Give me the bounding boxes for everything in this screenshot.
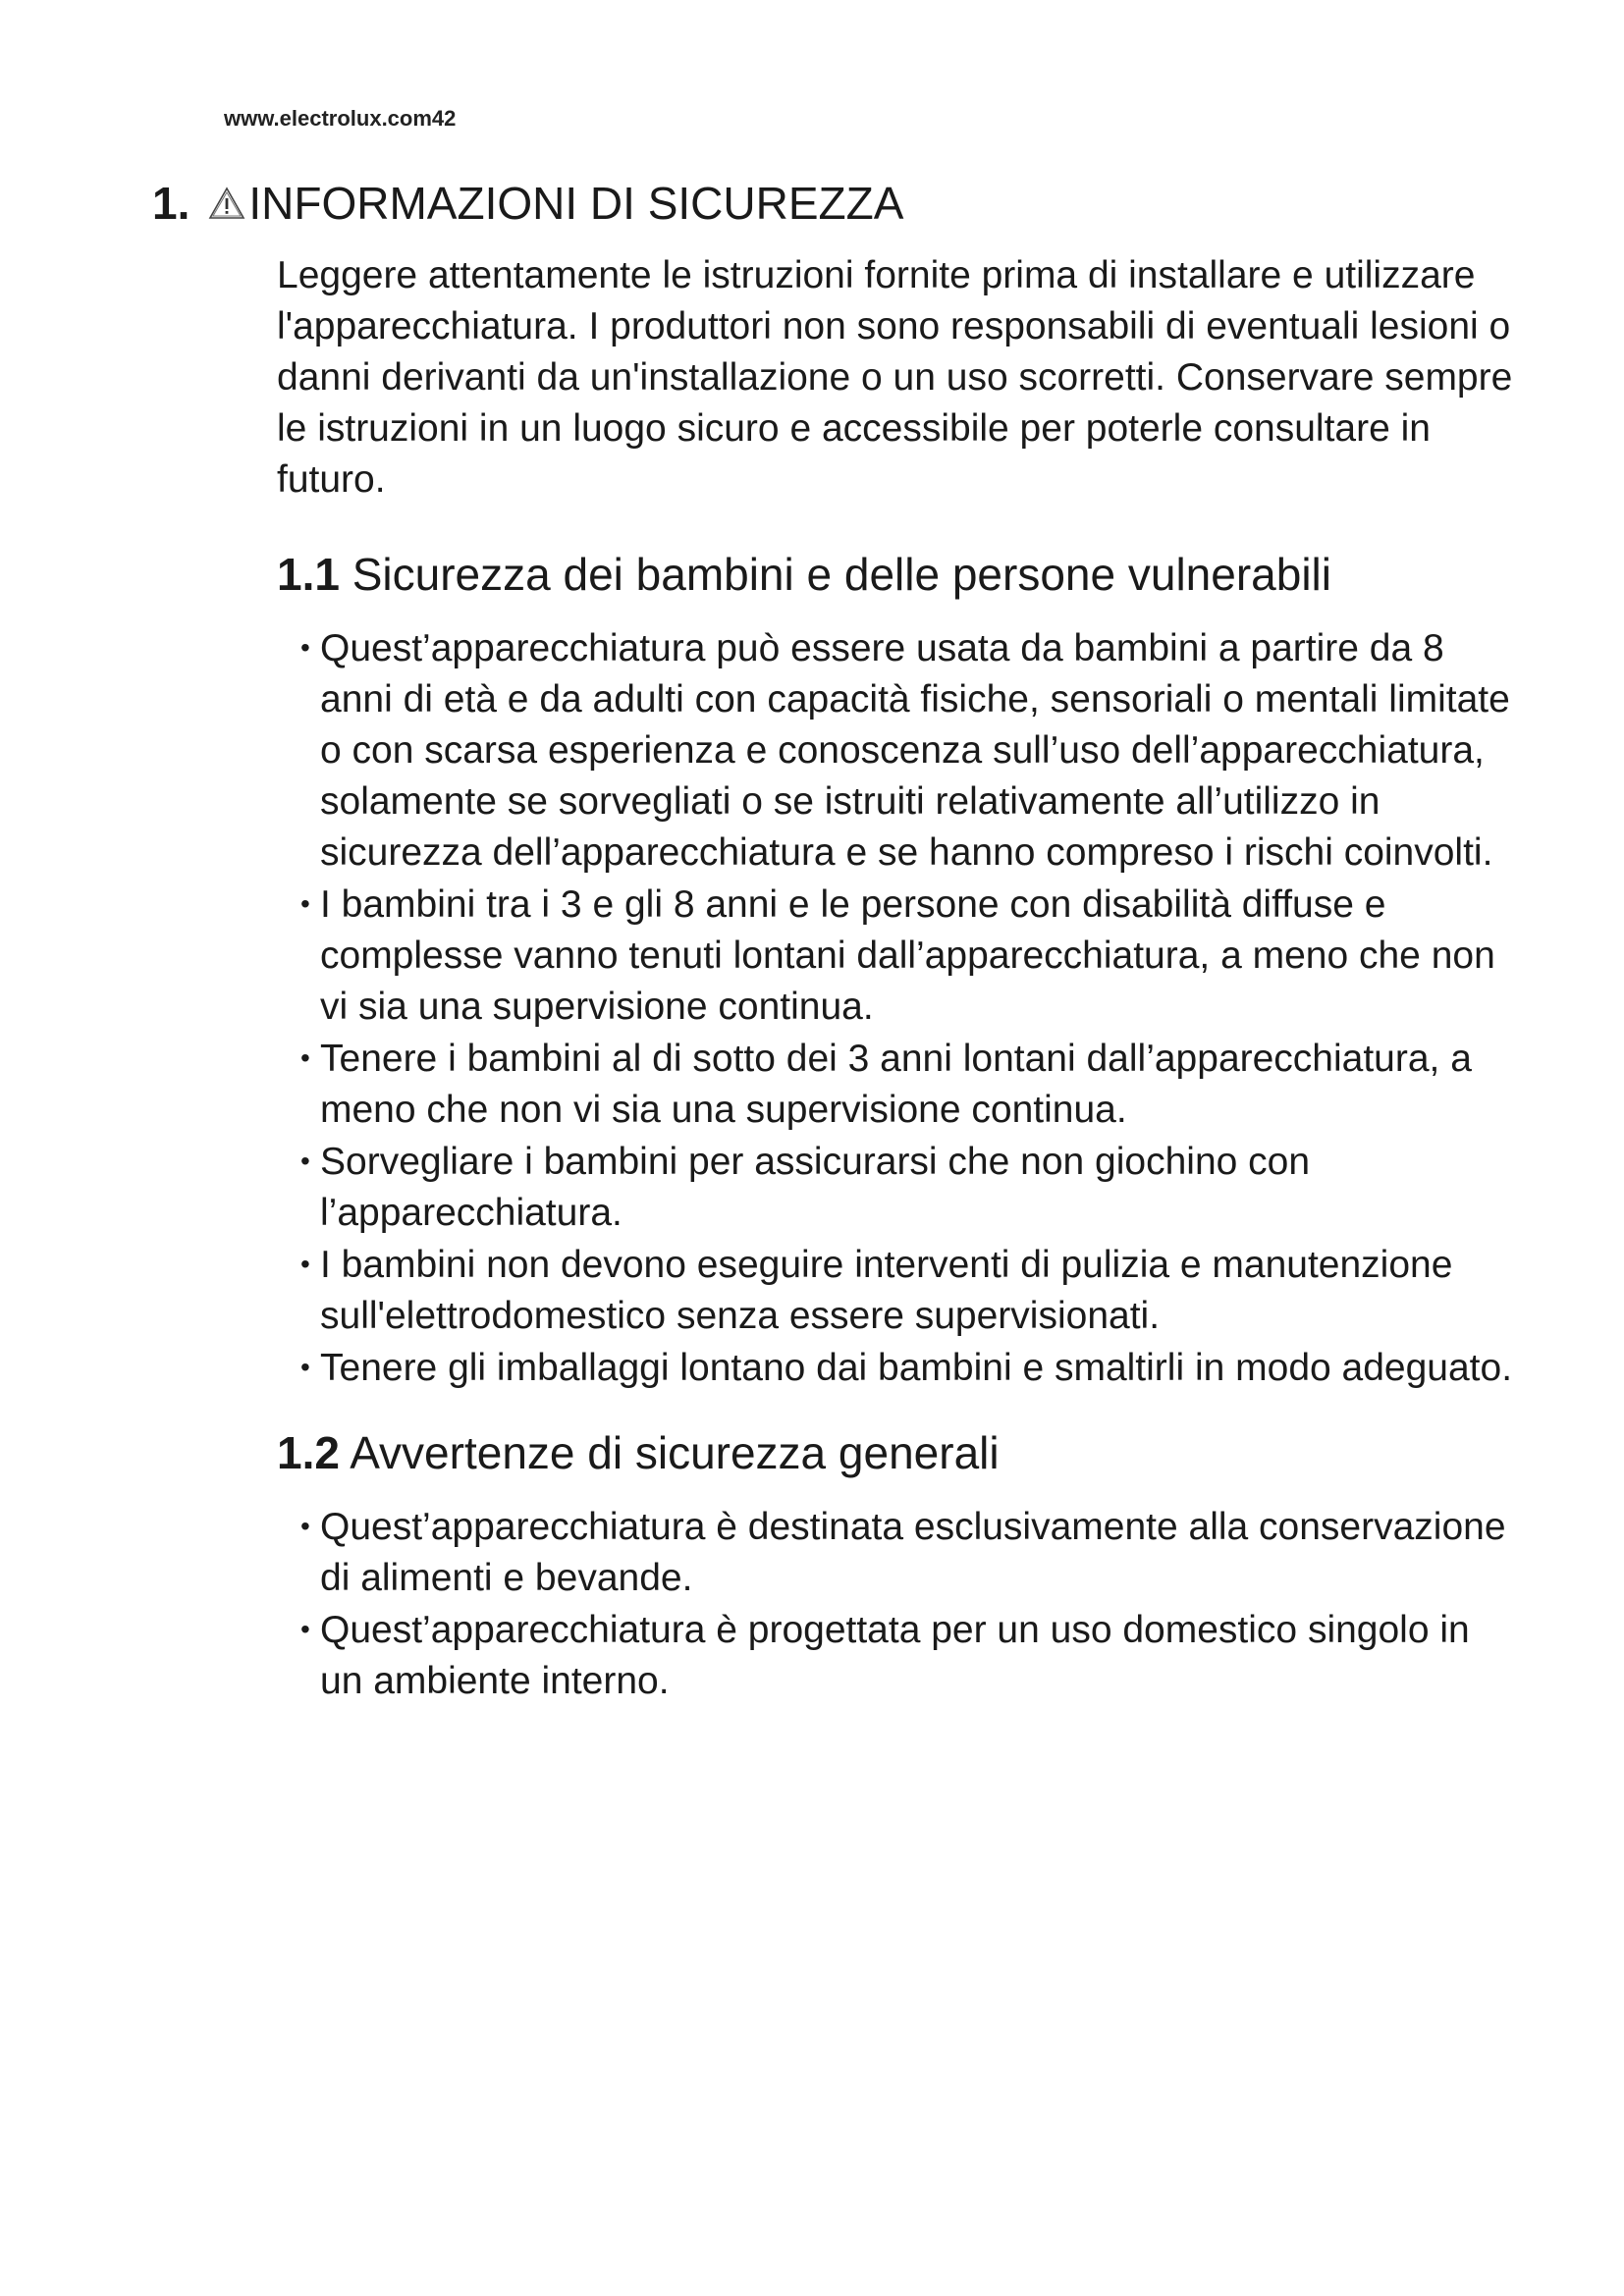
bullet-icon: • [300, 1614, 310, 1644]
list-item: • Tenere i bambini al di sotto dei 3 anni lontani dall’apparecchiatura, a meno che non vi sia una supervisione continua. [277, 1033, 1514, 1136]
list-item: • Tenere gli imballaggi lontano dai bambini e smaltirli in modo adeguato. [277, 1342, 1514, 1394]
subsection-number: 1.1 [277, 549, 340, 600]
subsection-heading-1-2 [277, 1425, 1514, 1481]
bullet-icon: • [300, 1511, 310, 1541]
section-number: 1. [152, 178, 190, 229]
bullet-icon: • [300, 1249, 310, 1279]
bullet-icon: • [300, 632, 310, 663]
subsection-title: Avvertenze di sicurezza generali [350, 1427, 1000, 1478]
list-item: • Quest’apparecchiatura è destinata esclusivamente alla conservazione di alimenti e bevande. [277, 1501, 1514, 1604]
list-item: • Quest’apparecchiatura è progettata per un uso domestico singolo in un ambiente interno. [277, 1604, 1514, 1707]
intro-paragraph: Leggere attentamente le istruzioni fornite prima di installare e utilizzare l'apparecchiatura. I produttori non sono responsabili di eventuali lesioni o danni derivanti da un'installazione o un uso scorretti. Conservare sempre le istruzioni in un luogo sicuro e accessibile per poterle consultare in futuro. [277, 254, 1513, 501]
list-item: • Sorvegliare i bambini per assicurarsi che non giochino con l’apparecchiatura. [277, 1136, 1514, 1239]
content [277, 250, 1514, 1707]
bullet-icon: • [300, 1352, 310, 1382]
subsection-number: 1.2 [277, 1427, 340, 1478]
subsection-title: Sicurezza dei bambini e delle persone vulnerabili [352, 549, 1331, 600]
list-item: • Quest’apparecchiatura può essere usata da bambini a partire da 8 anni di età e da adulti con capacità fisiche, sensoriali o mentali limitate o con scarsa esperienza e conoscenza sull’uso dell’apparecchiatura, solamente se sorvegliati o se istruiti relativamente all’utilizzo in sicurezza dell’apparecchiatura e se hanno compreso i rischi coinvolti. [277, 622, 1514, 879]
bullet-icon: • [300, 1042, 310, 1073]
bullet-list-1-2 [277, 1501, 1514, 1707]
bullet-list-1-1 [277, 622, 1514, 1394]
subsection-heading-1-1 [277, 547, 1514, 603]
header-url: www.electrolux.com42 [224, 106, 457, 131]
section-heading [152, 177, 903, 230]
section-title: INFORMAZIONI DI SICUREZZA [248, 178, 904, 229]
bullet-icon: • [300, 1146, 310, 1176]
warning-icon [207, 186, 246, 221]
list-item: • I bambini non devono eseguire interventi di pulizia e manutenzione sull'elettrodomestico senza essere supervisionati. [277, 1239, 1514, 1342]
list-item: • I bambini tra i 3 e gli 8 anni e le persone con disabilità diffuse e complesse vanno tenuti lontani dall’apparecchiatura, a meno che non vi sia una supervisione continua. [277, 879, 1514, 1033]
bullet-icon: • [300, 888, 310, 919]
